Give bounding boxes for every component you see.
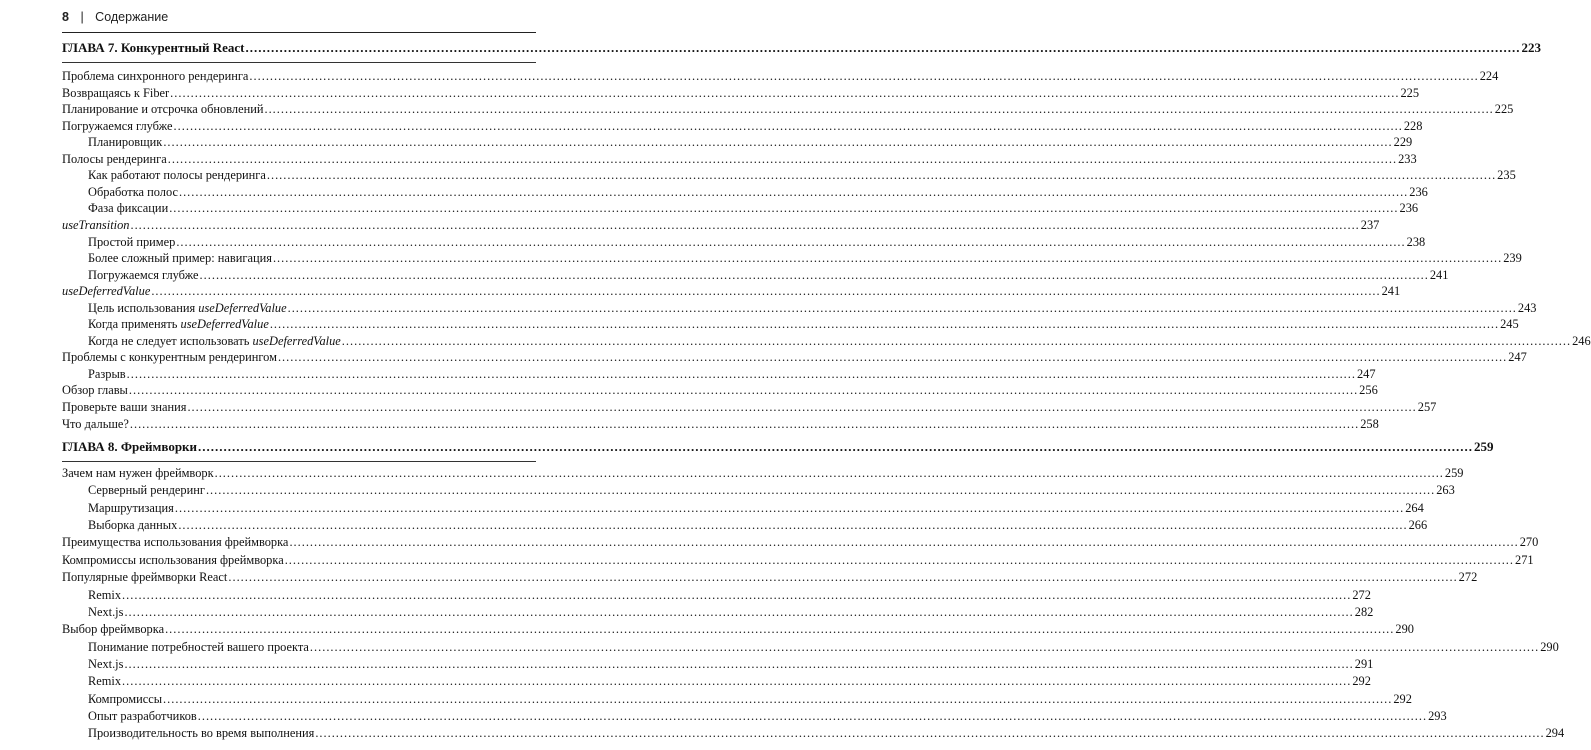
toc-entry-title: [88, 657, 123, 672]
dot-leader: ............................................................................................................................................................................................................................................................................................................: [163, 135, 1393, 150]
toc-entry[interactable]: [88, 638, 1559, 655]
toc-entry-page: 225: [1494, 102, 1514, 117]
toc-entry[interactable]: [88, 233, 1426, 250]
dot-leader: ............................................................................................................................................................................................................................................................................................................: [272, 251, 1503, 266]
toc-entry-title: [88, 483, 205, 498]
toc-entry-page: 272: [1352, 587, 1371, 602]
dot-leader: ............................................................................................................................................................................................................................................................................................................: [178, 184, 1409, 199]
toc-entry[interactable]: [62, 381, 1378, 398]
dot-leader: ............................................................................................................................................................................................................................................................................................................: [128, 383, 1359, 398]
dot-leader: ............................................................................................................................................................................................................................................................................................................: [309, 639, 1540, 654]
toc-entry[interactable]: [62, 415, 1379, 432]
toc-entry-text: Компромиссы: [88, 691, 163, 706]
toc-entry-title: [88, 235, 175, 250]
dot-leader: ............................................................................................................................................................................................................................................................................................................: [199, 267, 1429, 282]
toc-entry-page: 292: [1352, 674, 1371, 689]
toc-entry-title: [88, 201, 168, 216]
toc-entry-title: [62, 417, 129, 432]
dot-leader: ............................................................................................................................................................................................................................................................................................................: [169, 201, 1399, 216]
toc-entry[interactable]: [88, 266, 1449, 283]
toc-entry-page: 241: [1429, 267, 1449, 282]
toc-entry-text: Фаза фиксации: [88, 201, 169, 216]
toc-entry[interactable]: [88, 166, 1516, 183]
chapter-page-number: 223: [1521, 40, 1541, 55]
chapter-title: ГЛАВА 7. Конкурентный React: [62, 40, 245, 55]
toc-entry-code: useDeferredValue: [252, 333, 341, 348]
toc-entry-title: [62, 400, 186, 415]
toc-entry-title: [88, 185, 178, 200]
toc-entry[interactable]: [88, 586, 1371, 603]
dot-leader: ............................................................................................................................................................................................................................................................................................................: [124, 656, 1354, 671]
dot-leader: ............................................................................................................................................................................................................................................................................................................: [163, 691, 1393, 706]
toc-entry-page: 235: [1497, 168, 1516, 183]
toc-entry-title: [62, 152, 167, 167]
dot-leader: ............................................................................................................................................................................................................................................................................................................: [277, 350, 1508, 365]
toc-entry-page: 256: [1359, 383, 1378, 398]
toc-entry-page: 290: [1540, 639, 1559, 654]
toc-entry[interactable]: [62, 117, 1423, 134]
toc-entry-title: [88, 317, 269, 332]
dot-leader: ............................................................................................................................................................................................................................................................................................................: [269, 317, 1500, 332]
chapter-rule: [62, 62, 536, 63]
toc-entry[interactable]: [62, 100, 1514, 117]
toc-entry[interactable]: [88, 603, 1374, 620]
toc-entry-text: useTransition: [62, 218, 130, 232]
dot-leader: ............................................................................................................................................................................................................................................................................................................: [287, 300, 1517, 315]
dot-leader: ............................................................................................................................................................................................................................................................................................................: [289, 535, 1519, 550]
toc-entry-text: Планирование и отсрочка обновлений: [62, 102, 264, 117]
dot-leader: ............................................................................................................................................................................................................................................................................................................: [151, 284, 1381, 299]
running-header: [62, 10, 536, 33]
toc-entry[interactable]: [88, 724, 1565, 741]
header-page-number: 8: [62, 10, 69, 24]
toc-entry-title: [62, 86, 169, 101]
chapter-title: ГЛАВА 8. Фреймворки: [62, 439, 198, 454]
toc-entry[interactable]: [62, 216, 1380, 233]
toc-entry-text: Понимание потребностей вашего проекта: [88, 639, 309, 654]
toc-entry-text: Простой пример: [88, 234, 176, 249]
toc-entry-text: Remix: [88, 587, 122, 602]
toc-entry[interactable]: [88, 183, 1428, 200]
toc-entry-page: 228: [1403, 118, 1423, 133]
toc-entry-text: Компромиссы использования фреймворка: [62, 552, 284, 567]
dot-leader: ............................................................................................................................................................................................................................................................................................................: [187, 400, 1417, 414]
toc-entry-page: 243: [1517, 300, 1537, 315]
toc-entry-page: 245: [1500, 317, 1519, 332]
toc-entry-text: Возвращаясь к Fiber: [62, 85, 170, 100]
toc-entry[interactable]: [62, 568, 1478, 585]
toc-entry-text: Next.js: [88, 656, 124, 671]
dot-leader: ............................................................................................................................................................................................................................................................................................................: [174, 500, 1405, 515]
toc-entry[interactable]: [62, 282, 1401, 299]
toc-entry[interactable]: [62, 620, 1414, 637]
toc-entry-text: Опыт разработчиков: [88, 708, 197, 723]
toc-entry-title: [62, 535, 288, 550]
toc-entry-page: 225: [1400, 85, 1420, 100]
toc-entry-title: [88, 640, 309, 655]
dot-leader: ............................................................................................................................................................................................................................................................................................................: [197, 708, 1428, 723]
toc-entry-page: 236: [1409, 184, 1428, 199]
toc-entry-page: 229: [1393, 135, 1413, 150]
dot-leader: ............................................................................................................................................................................................................................................................................................................: [124, 604, 1354, 619]
chapter-heading[interactable]: [62, 38, 1541, 56]
dot-leader: ............................................................................................................................................................................................................................................................................................................: [264, 102, 1494, 117]
toc-entry-text: Remix: [88, 674, 122, 689]
toc-entry-page: 237: [1360, 218, 1380, 232]
dot-leader: ............................................................................................................................................................................................................................................................................................................: [122, 587, 1352, 602]
toc-entry[interactable]: [88, 133, 1413, 150]
chapter-heading[interactable]: [62, 437, 1494, 455]
toc-entry-title: [88, 518, 177, 533]
toc-entry-title: [62, 383, 128, 398]
toc-entry-text: Производительность во время выполнения: [88, 726, 315, 741]
toc-entry-page: 292: [1393, 691, 1412, 706]
toc-entry-text: Когда не следует использовать: [88, 333, 253, 348]
toc-entry-page: 271: [1515, 552, 1534, 567]
dot-leader: ............................................................................................................................................................................................................................................................................................................: [198, 439, 1474, 454]
toc-entry-page: 247: [1356, 366, 1376, 381]
header-section-title: Содержание: [95, 10, 169, 24]
toc-entry[interactable]: [88, 655, 1374, 672]
toc-entry[interactable]: [88, 672, 1371, 689]
toc-entry[interactable]: [62, 348, 1527, 365]
toc-entry-title: [62, 69, 248, 84]
toc-entry-text: Проблемы с конкурентным рендерингом: [62, 350, 277, 365]
toc-entry-title: [88, 135, 162, 150]
toc-entry-text: Преимущества использования фреймворка: [62, 535, 289, 550]
toc-entry-title: [88, 168, 266, 183]
toc-entry-title: [88, 588, 121, 603]
toc-entry-page: 224: [1479, 69, 1499, 83]
toc-entry-title: [88, 605, 123, 620]
toc-entry-title: [62, 218, 129, 233]
dot-leader: ............................................................................................................................................................................................................................................................................................................: [205, 483, 1436, 498]
toc-entry-text: useDeferredValue: [62, 284, 151, 299]
toc-entry-text: Разрыв: [88, 366, 126, 381]
dot-leader: ............................................................................................................................................................................................................................................................................................................: [315, 726, 1545, 741]
toc-entry-page: 282: [1354, 604, 1374, 619]
toc-entry-text: Более сложный пример: навигация: [88, 251, 272, 266]
toc-entry[interactable]: [62, 533, 1539, 550]
toc-entry-title: [88, 674, 121, 689]
dot-leader: ............................................................................................................................................................................................................................................................................................................: [126, 366, 1356, 381]
toc-entry-page: 266: [1408, 518, 1428, 532]
toc-entry[interactable]: [88, 516, 1428, 533]
toc-entry-title: [88, 268, 199, 283]
toc-entry-page: 246: [1572, 333, 1591, 348]
toc-entry-code: useDeferredValue: [198, 300, 287, 315]
toc-entry-text: Когда применять: [88, 317, 181, 332]
toc-entry[interactable]: [88, 499, 1424, 516]
toc-entry-text: Как работают полосы рендеринга: [88, 168, 266, 183]
toc-entry-page: 241: [1381, 284, 1401, 299]
toc-entry-title: [88, 251, 272, 266]
toc-entry-title: [88, 501, 174, 516]
toc-entry-text: Выборка данных: [88, 518, 178, 532]
toc-entry-page: 293: [1428, 708, 1447, 723]
toc-entry-text: Что дальше?: [62, 416, 129, 431]
toc-entry-text: Планировщик: [88, 135, 163, 150]
toc-entry[interactable]: [88, 332, 1591, 349]
dot-leader: ............................................................................................................................................................................................................................................................................................................: [165, 622, 1395, 637]
toc-entry-page: 263: [1436, 483, 1455, 498]
dot-leader: ............................................................................................................................................................................................................................................................................................................: [284, 552, 1514, 567]
toc-entry-title: [62, 350, 277, 365]
toc-entry-title: [88, 301, 287, 316]
toc-entry-text: Проверьте ваши знания: [62, 400, 187, 414]
toc-entry-page: 247: [1508, 350, 1527, 365]
toc-entry[interactable]: [88, 299, 1537, 316]
toc-entry-title: [62, 553, 284, 568]
dot-leader: ............................................................................................................................................................................................................................................................................................................: [130, 218, 1360, 232]
toc-entry-page: 236: [1399, 201, 1419, 216]
toc-entry-title: [62, 466, 214, 481]
toc-entry-page: 272: [1458, 570, 1478, 585]
toc-entry-text: Серверный рендеринг: [88, 483, 205, 498]
dot-leader: ............................................................................................................................................................................................................................................................................................................: [214, 466, 1444, 480]
toc-entry-title: [62, 622, 164, 637]
dot-leader: ............................................................................................................................................................................................................................................................................................................: [341, 333, 1572, 348]
dot-leader: ............................................................................................................................................................................................................................................................................................................: [228, 570, 1458, 585]
toc-entry-title: [88, 726, 314, 741]
toc-entry-page: 239: [1503, 251, 1522, 266]
toc-entry[interactable]: [62, 67, 1499, 84]
toc-entry-text: Выбор фреймворка: [62, 622, 165, 637]
dot-leader: ............................................................................................................................................................................................................................................................................................................: [176, 234, 1406, 249]
toc-entry-page: 238: [1406, 234, 1426, 249]
dot-leader: ............................................................................................................................................................................................................................................................................................................: [170, 85, 1400, 100]
toc-entry-text: Next.js: [88, 604, 124, 619]
toc-entry-text: Проблема синхронного рендеринга: [62, 69, 249, 83]
toc-entry-code: useDeferredValue: [180, 317, 269, 332]
toc-entry[interactable]: [88, 365, 1376, 382]
toc-entry[interactable]: [88, 707, 1447, 724]
toc-entry-text: Погружаемся глубже: [88, 267, 199, 282]
toc-entry-title: [88, 692, 162, 707]
toc-entry[interactable]: [88, 199, 1419, 216]
toc-entry-title: [88, 367, 126, 382]
chapter-rule: [62, 461, 536, 462]
toc-entry-page: 233: [1398, 151, 1417, 166]
toc-entry-page: 258: [1360, 416, 1379, 431]
toc-entry[interactable]: [62, 150, 1417, 167]
toc-entry[interactable]: [88, 690, 1412, 707]
toc-entry[interactable]: [88, 481, 1455, 498]
toc-entry-text: Зачем нам нужен фреймворк: [62, 466, 214, 480]
toc-entry-title: [62, 102, 263, 117]
dot-leader: ............................................................................................................................................................................................................................................................................................................: [249, 69, 1479, 83]
dot-leader: ............................................................................................................................................................................................................................................................................................................: [178, 518, 1408, 532]
dot-leader: ............................................................................................................................................................................................................................................................................................................: [129, 416, 1360, 431]
toc-entry-text: Погружаемся глубже: [62, 118, 173, 133]
toc-entry-title: [88, 709, 197, 724]
toc-entry[interactable]: [62, 551, 1534, 568]
toc-entry-page: 259: [1444, 466, 1464, 480]
toc-entry-text: Популярные фреймворки React: [62, 570, 228, 585]
dot-leader: ............................................................................................................................................................................................................................................................................................................: [266, 168, 1497, 183]
toc-entry[interactable]: [62, 464, 1464, 481]
toc-entry-page: 290: [1395, 622, 1414, 637]
toc-entry-page: 257: [1417, 400, 1437, 414]
toc-entry-page: 294: [1545, 726, 1565, 741]
chapter-page-number: 259: [1474, 439, 1494, 454]
dot-leader: ............................................................................................................................................................................................................................................................................................................: [122, 674, 1352, 689]
toc-entry-title: [62, 284, 150, 299]
toc-entry-text: Обзор главы: [62, 383, 128, 398]
toc-entry[interactable]: [62, 84, 1420, 101]
toc-entry-title: [62, 119, 173, 134]
toc-entry[interactable]: [88, 315, 1519, 332]
toc-entry-page: 270: [1519, 535, 1539, 550]
dot-leader: ............................................................................................................................................................................................................................................................................................................: [167, 151, 1398, 166]
toc-entry-title: [62, 570, 227, 585]
toc-entry-title: [88, 334, 341, 349]
toc-entry[interactable]: [88, 249, 1522, 266]
toc-entry-text: Обработка полос: [88, 184, 178, 199]
toc-entry-text: Маршрутизация: [88, 500, 174, 515]
header-separator: |: [80, 10, 84, 24]
toc-entry-text: Полосы рендеринга: [62, 151, 167, 166]
dot-leader: ............................................................................................................................................................................................................................................................................................................: [245, 40, 1521, 55]
dot-leader: ............................................................................................................................................................................................................................................................................................................: [173, 118, 1403, 133]
toc-entry-page: 291: [1354, 656, 1374, 671]
toc-entry-text: Цель использования: [88, 300, 199, 315]
toc-entry-page: 264: [1405, 500, 1424, 515]
toc-entry[interactable]: [62, 398, 1437, 415]
